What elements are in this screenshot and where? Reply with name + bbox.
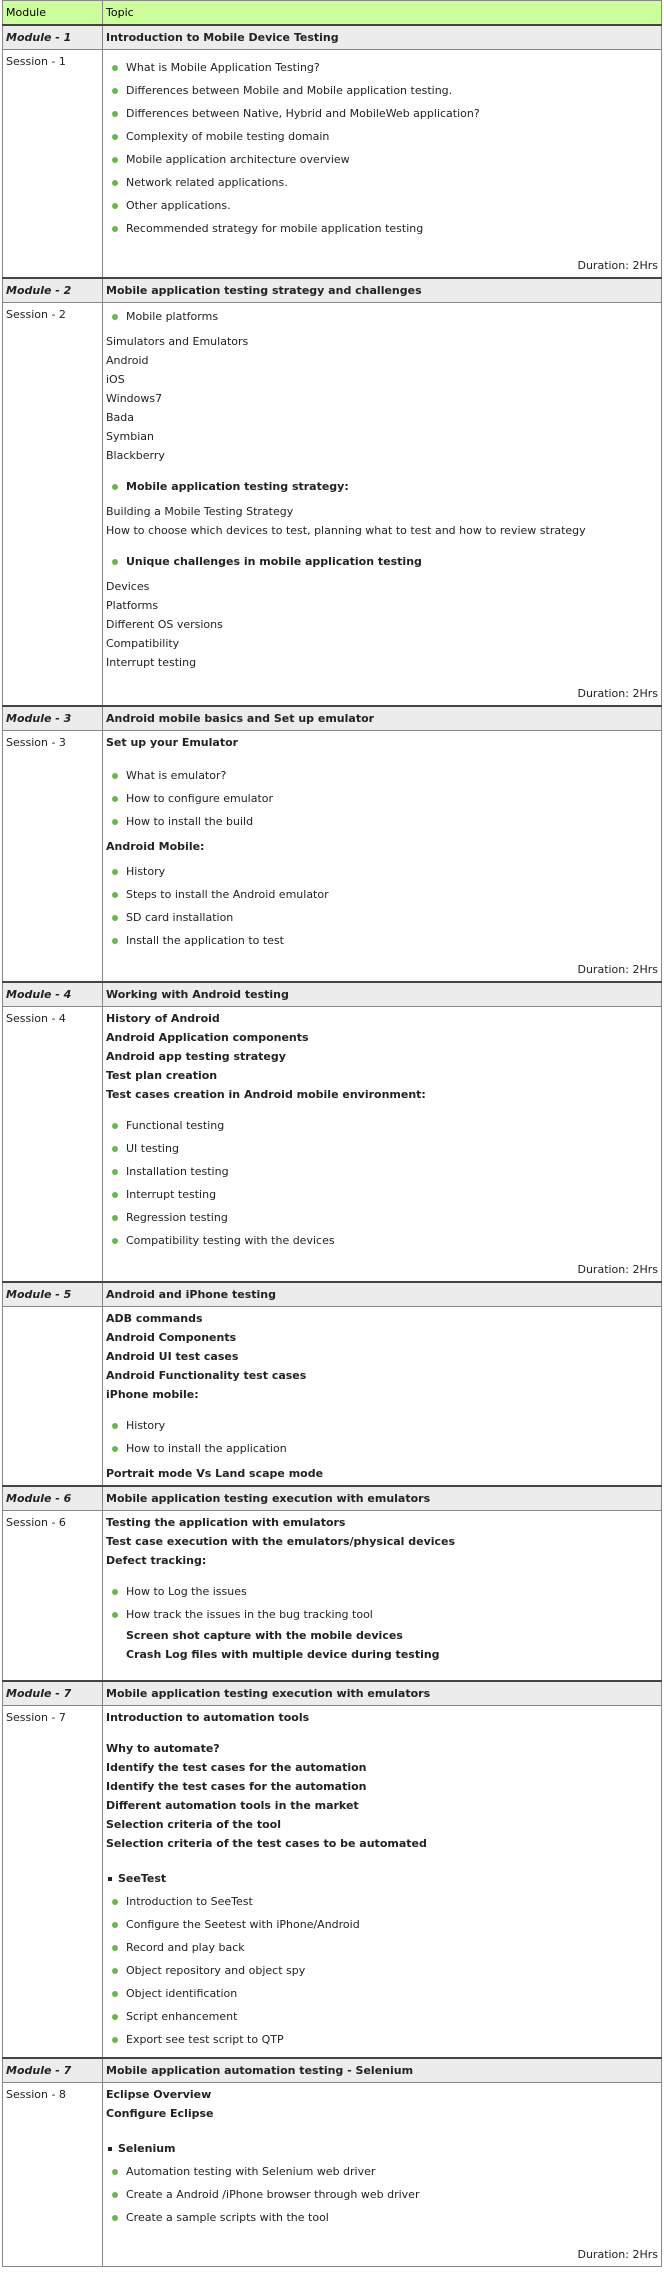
session-row [3, 731, 662, 959]
subheading: History of Android [106, 1012, 220, 1025]
list-item: Compatibility testing with the devices [120, 1229, 658, 1252]
duration-label: Duration: 2Hrs [103, 682, 662, 706]
module-row [3, 2058, 662, 2083]
session-content [103, 303, 662, 683]
duration-label: Duration: 2Hrs [103, 2243, 662, 2267]
duration-label: Duration: 2Hrs [103, 254, 662, 278]
list-item: Complexity of mobile testing domain [120, 125, 658, 148]
subheading: Identify the test cases for the automation [106, 1780, 367, 1793]
module-label: Module - 7 [3, 2058, 103, 2083]
subheading: Testing the application with emulators [106, 1516, 346, 1529]
duration-label: Duration: 2Hrs [103, 958, 662, 982]
module-title: Mobile application automation testing - Selenium [103, 2058, 662, 2083]
list-item: Export see test script to QTP [120, 2028, 658, 2051]
subheading: Test case execution with the emulators/physical devices [106, 1535, 456, 1548]
duration-row [3, 2243, 662, 2267]
duration-label: Duration: 2Hrs [103, 1258, 662, 1282]
list-item: Create a sample scripts with the tool [120, 2206, 658, 2229]
text-line: How to choose which devices to test, planning what to test and how to review strategy [106, 524, 586, 537]
syllabus-table [2, 0, 662, 2267]
subheading: Defect tracking: [106, 1554, 207, 1567]
session-content [103, 2083, 662, 2244]
text-line: Android [106, 354, 149, 367]
header-topic: Topic [103, 1, 662, 26]
list-item: Differences between Native, Hybrid and MobileWeb application? [120, 102, 658, 125]
session-label: Session - 7 [3, 1706, 103, 2059]
list-item: Steps to install the Android emulator [120, 883, 658, 906]
module-title: Mobile application testing execution with emulators [103, 1486, 662, 1511]
subheading: Identify the test cases for the automation [106, 1761, 367, 1774]
module-label: Module - 1 [3, 25, 103, 50]
list-item: Network related applications. [120, 171, 658, 194]
list-item: Other applications. [120, 194, 658, 217]
subheading: Eclipse Overview [106, 2088, 212, 2101]
text-line: Blackberry [106, 449, 165, 462]
module-title: Working with Android testing [103, 982, 662, 1007]
list-item: History [120, 860, 658, 883]
session-content [103, 731, 662, 959]
header-module: Module [3, 1, 103, 26]
list-item: Introduction to SeeTest [120, 1890, 658, 1913]
module-label: Module - 6 [3, 1486, 103, 1511]
module-label: Module - 3 [3, 706, 103, 731]
subheading: Portrait mode Vs Land scape mode [106, 1467, 324, 1480]
module-row [3, 982, 662, 1007]
subheading: Android Components [106, 1331, 237, 1344]
text-line: Compatibility [106, 637, 180, 650]
topic-list [106, 56, 658, 240]
table-header [3, 1, 662, 26]
module-label: Module - 4 [3, 982, 103, 1007]
subheading: Configure Eclipse [106, 2107, 214, 2120]
module-row [3, 1282, 662, 1307]
list-item: How to install the build [120, 810, 658, 833]
subheading: ADB commands [106, 1312, 203, 1325]
text-line: Symbian [106, 430, 154, 443]
session-label: Session - 6 [3, 1511, 103, 1682]
list-item: Automation testing with Selenium web driver [120, 2160, 658, 2183]
text-line: Building a Mobile Testing Strategy [106, 505, 294, 518]
subheading: Screen shot capture with the mobile devices [126, 1629, 403, 1642]
text-line: Devices [106, 580, 150, 593]
session-label: Session - 3 [3, 731, 103, 959]
tool-heading: Selenium [106, 2139, 658, 2158]
text-line: Platforms [106, 599, 159, 612]
module-row [3, 25, 662, 50]
subheading: Android Functionality test cases [106, 1369, 307, 1382]
tool-heading: SeeTest [106, 1869, 658, 1888]
session-row [3, 1007, 662, 1259]
list-item: Recommended strategy for mobile application testing [120, 217, 658, 240]
list-item: Object repository and object spy [120, 1959, 658, 1982]
module-title: Android and iPhone testing [103, 1282, 662, 1307]
subheading: Introduction to automation tools [106, 1711, 310, 1724]
session-content [103, 1706, 662, 2059]
module-title: Mobile application testing execution with emulators [103, 1681, 662, 1706]
module-label: Module - 2 [3, 278, 103, 303]
subheading: Different automation tools in the market [106, 1799, 359, 1812]
list-item: Configure the Seetest with iPhone/Android [120, 1913, 658, 1936]
list-item: Differences between Mobile and Mobile application testing. [120, 79, 658, 102]
text-line: Windows7 [106, 392, 163, 405]
syllabus [2, 0, 662, 2267]
subheading: Android app testing strategy [106, 1050, 286, 1063]
subheading: Android Application components [106, 1031, 309, 1044]
duration-row [3, 958, 662, 982]
subheading: Test cases creation in Android mobile environment: [106, 1088, 426, 1101]
duration-row [3, 254, 662, 278]
list-item: How to Log the issues [120, 1580, 658, 1603]
list-item: Installation testing [120, 1160, 658, 1183]
session-label: Session - 1 [3, 50, 103, 255]
list-item: What is emulator? [120, 764, 658, 787]
session-content [103, 50, 662, 255]
text-line: Different OS versions [106, 618, 223, 631]
module-title: Introduction to Mobile Device Testing [103, 25, 662, 50]
list-item: Create a Android /iPhone browser through web driver [120, 2183, 658, 2206]
session-content [103, 1007, 662, 1259]
module-label: Module - 5 [3, 1282, 103, 1307]
subheading: Selection criteria of the test cases to be automated [106, 1837, 427, 1850]
duration-row [3, 1258, 662, 1282]
session-label: Session - 8 [3, 2083, 103, 2244]
module-label: Module - 7 [3, 1681, 103, 1706]
list-item: How to configure emulator [120, 787, 658, 810]
list-item: Mobile platforms [120, 305, 658, 328]
list-item: Record and play back [120, 1936, 658, 1959]
text-line: Interrupt testing [106, 656, 197, 669]
text-line: Simulators and Emulators [106, 335, 249, 348]
list-item: Unique challenges in mobile application testing [120, 550, 658, 573]
list-item: Object identification [120, 1982, 658, 2005]
list-item: Interrupt testing [120, 1183, 658, 1206]
list-item: How to install the application [120, 1437, 658, 1460]
module-row [3, 278, 662, 303]
session-row [3, 1307, 662, 1487]
list-item: SD card installation [120, 906, 658, 929]
session-row [3, 2083, 662, 2244]
subheading: Android Mobile: [106, 840, 205, 853]
list-item: Install the application to test [120, 929, 658, 952]
list-item: Script enhancement [120, 2005, 658, 2028]
text-line: iOS [106, 373, 125, 386]
subheading: Crash Log files with multiple device during testing [126, 1648, 440, 1661]
subheading: Why to automate? [106, 1742, 220, 1755]
list-item: What is Mobile Application Testing? [120, 56, 658, 79]
module-title: Mobile application testing strategy and challenges [103, 278, 662, 303]
list-item: Regression testing [120, 1206, 658, 1229]
session-row [3, 303, 662, 683]
subheading: Test plan creation [106, 1069, 218, 1082]
text-line: Bada [106, 411, 135, 424]
subheading: iPhone mobile: [106, 1388, 199, 1401]
list-item: Functional testing [120, 1114, 658, 1137]
session-content [103, 1511, 662, 1682]
module-row [3, 1681, 662, 1706]
session-row [3, 1511, 662, 1682]
subheading: Selection criteria of the tool [106, 1818, 281, 1831]
session-row [3, 50, 662, 255]
session-label: Session - 4 [3, 1007, 103, 1259]
list-item: UI testing [120, 1137, 658, 1160]
session-content [103, 1307, 662, 1487]
list-item: How track the issues in the bug tracking tool [120, 1603, 658, 1626]
session-row [3, 1706, 662, 2059]
module-title: Android mobile basics and Set up emulator [103, 706, 662, 731]
module-row [3, 1486, 662, 1511]
list-item: History [120, 1414, 658, 1437]
session-label: Session - 2 [3, 303, 103, 683]
subheading: Set up your Emulator [106, 736, 239, 749]
duration-row [3, 682, 662, 706]
list-item: Mobile application architecture overview [120, 148, 658, 171]
list-item: Mobile application testing strategy: [120, 475, 658, 498]
subheading: Android UI test cases [106, 1350, 239, 1363]
module-row [3, 706, 662, 731]
